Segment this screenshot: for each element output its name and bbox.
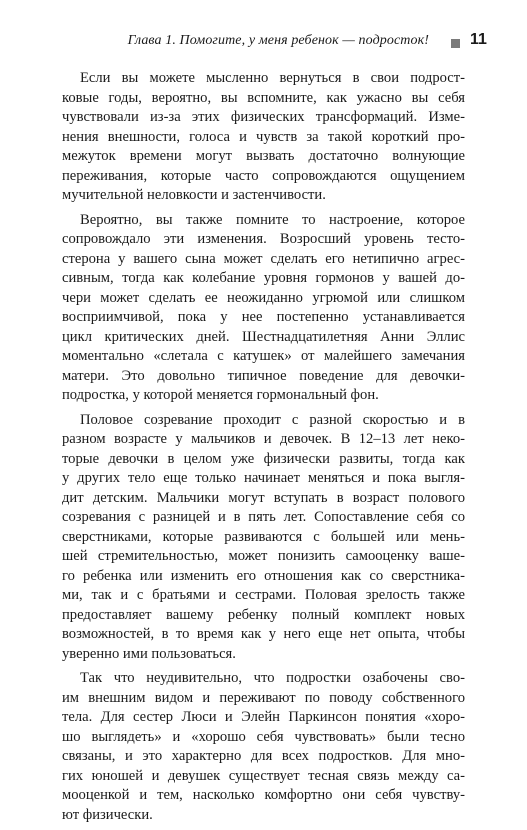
running-title: Глава 1. Помогите, у меня ребенок — подросток! bbox=[127, 33, 429, 48]
text-line: дит детским. Мальчики могут вступать в возраст полового bbox=[62, 489, 465, 506]
text-line: связаны, и это характерно для всех подростков. Для мно- bbox=[62, 748, 465, 764]
text-line: чери может сделать ее неожиданно угрюмой или слишком bbox=[62, 289, 465, 306]
text-line: Половое созревание проходит с разной скоростью и в bbox=[80, 411, 465, 428]
text-line: чувствовали из-за этих физических трансформаций. Изме- bbox=[62, 109, 465, 125]
text-line: сивным, тогда как колебание уровня гормонов у вашей до- bbox=[62, 270, 465, 286]
text-line: го ребенка или изменить его отношения как со сверстника- bbox=[62, 567, 465, 584]
text-line: возможностей, в то время как у него еще нет опыта, чтобы bbox=[62, 626, 465, 642]
text-line: ковые годы, вероятно, вы вспомните, как ужасно вы себя bbox=[62, 89, 465, 106]
text-line: стерона у вашего сына может сделать его нетипично агрес- bbox=[62, 250, 465, 267]
text-line: созревания с разницей и в пять лет. Сопоставление себя со bbox=[62, 509, 465, 525]
text-line: торые девочки в целом уже физически развиты, тогда как bbox=[62, 450, 465, 467]
body-text bbox=[62, 69, 465, 830]
text-line: подростка, у которой меняется гормональный фон. bbox=[62, 387, 379, 403]
page-header bbox=[0, 30, 527, 54]
text-line: восприимчивой, пока у нее постепенно устанавливается bbox=[62, 309, 465, 325]
text-line: им внешним видом и переживают по поводу собственного bbox=[62, 689, 465, 706]
text-line: разном возрасте у мальчиков и девочек. В 12–13 лет неко- bbox=[62, 431, 465, 447]
text-line: моментально «слетала с катушек» от малейшего замечания bbox=[62, 348, 465, 364]
text-line: сопровождало эти изменения. Возросший уровень тесто- bbox=[62, 231, 465, 247]
text-line: переживания, которые часто сопровождаются ощущением bbox=[62, 167, 465, 184]
paragraph bbox=[62, 411, 465, 665]
paragraph bbox=[62, 69, 465, 206]
text-line: ют физически. bbox=[62, 806, 153, 823]
text-line: сверстниками, которые развиваются с большей или мень- bbox=[62, 528, 465, 545]
text-line: мооценкой и тем, насколько комфортно они себя чувству- bbox=[62, 787, 465, 803]
text-line: Так что неудивительно, что подростки озабочены сво- bbox=[80, 670, 465, 686]
text-line: гих юношей и девушек существует тесная связь между са- bbox=[62, 767, 465, 784]
text-line: нения внешности, голоса и чувств за такой короткий про- bbox=[62, 128, 465, 145]
paragraph bbox=[62, 669, 465, 825]
text-line: уверенно ими пользоваться. bbox=[62, 645, 236, 662]
text-line: межуток времени могут вызвать достаточно волнующие bbox=[62, 148, 465, 164]
text-line: Если вы можете мысленно вернуться в свои подрост- bbox=[80, 70, 465, 86]
text-line: матери. Это довольно типичное поведение для девочки- bbox=[62, 367, 465, 384]
text-line: цикл критических дней. Шестнадцатилетняя Анни Эллис bbox=[62, 328, 465, 345]
text-line: у других тело еще только начинает меняться и пока выгля- bbox=[62, 470, 465, 486]
text-line: шей стремительностью, может понизить самооценку ваше- bbox=[62, 548, 465, 564]
text-line: предоставляет вашему ребенку полный комплект новых bbox=[62, 606, 465, 623]
text-line: тела. Для сестер Люси и Элейн Паркинсон понятия «хоро- bbox=[62, 709, 465, 725]
paragraph bbox=[62, 211, 465, 406]
square-marker-icon bbox=[451, 39, 460, 48]
text-line: мучительной неловкости и застенчивости. bbox=[62, 187, 326, 203]
text-line: шо выглядеть» и «хорошо себя чувствовать» были тесно bbox=[62, 728, 465, 745]
text-line: ми, так и с братьями и сестрами. Половая зрелость также bbox=[62, 587, 465, 603]
text-line: Вероятно, вы также помните то настроение, которое bbox=[80, 211, 465, 228]
page-number: 11 bbox=[470, 31, 487, 48]
